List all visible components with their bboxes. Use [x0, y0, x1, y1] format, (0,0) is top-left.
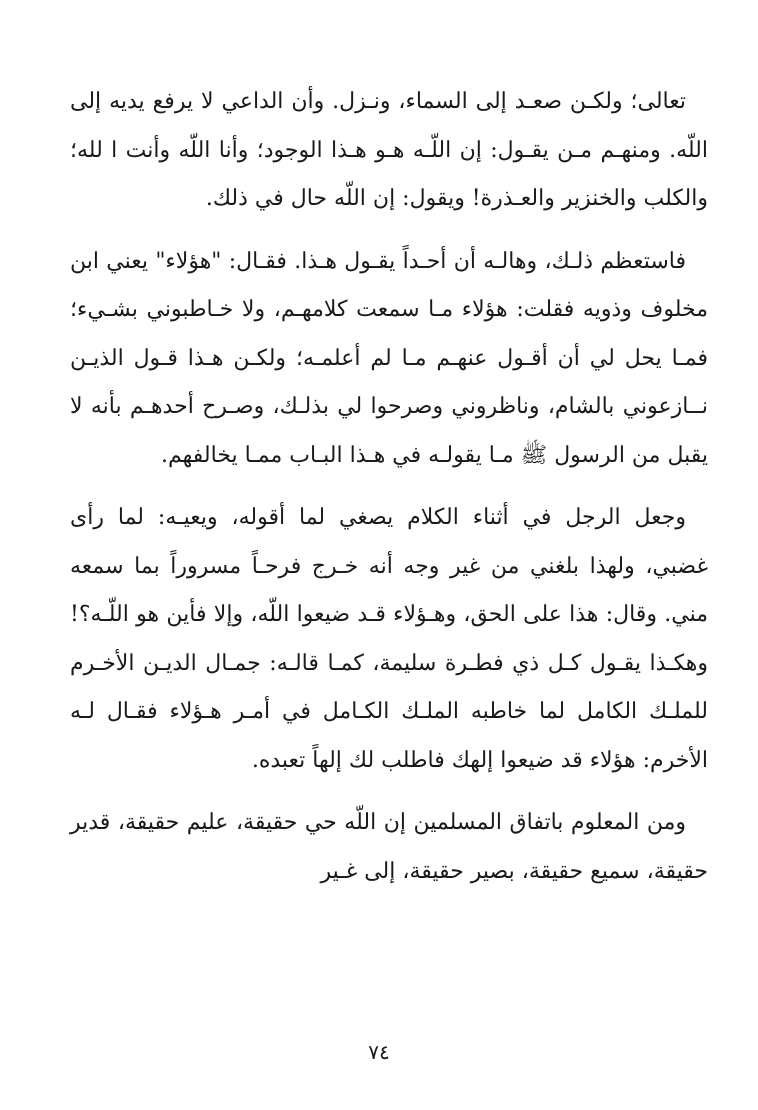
body-text — [70, 78, 708, 896]
paragraph-4: ومن المعلوم باتفاق المسلمين إن اللّه حي حقيقة، عليم حقيقة، قدير حقيقة، سميع حقيقة، بصير حقيقة، إلى غـير — [70, 810, 708, 884]
paragraph-2: فاستعظم ذلـك، وهالـه أن أحـداً يقـول هـذا. فقـال: "هؤلاء" يعني ابن مخلوف وذويه فقلت: هؤلاء مـا سمعت كلامهـم، ولا خـاطبوني بشـيء؛ فمـا يحل لي أن أقـول عنهـم مـا لم أعلمـه؛ ولكـن هـذا قـول الذيـن نــازعوني بالشام، وناظروني وصرحوا لي بذلـك، وصـرح أحدهـم بأنه لا يقبل من الرسول ﷺ مـا يقولـه في هـذا البـاب ممـا يخالفهم. — [70, 248, 708, 468]
paragraph-1: تعالى؛ ولكـن صعـد إلى السماء، ونـزل. وأن الداعي لا يرفع يديه إلى اللّه. ومنهـم مـن يقـول: إن اللّـه هـو هـذا الوجود؛ وأنا اللّه وأنت ا لله؛ والكلب والخنزير والعـذرة! ويقول: إن اللّه حال في ذلك. — [70, 89, 708, 211]
page-number: ٧٤ — [368, 1040, 390, 1064]
paragraph-3: وجعل الرجل في أثناء الكلام يصغي لما أقوله، ويعيـه: لما رأى غضبي، ولهذا بلغني من غير وجه أنه خـرج فرحـاً مسروراً بما سمعه مني. وقال: هذا على الحق، وهـؤلاء قـد ضيعوا اللّه، وإلا فأين هو اللّـه؟! وهكـذا يقـول كـل ذي فطـرة سليمة، كمـا قالـه: جمـال الديـن الأخـرم للملـك الكامل لما خاطبه الملـك الكـامل في أمـر هـؤلاء فقـال لـه الأخرم: هؤلاء قد ضيعوا إلهك فاطلب لك إلهاً تعبده. — [70, 505, 708, 773]
